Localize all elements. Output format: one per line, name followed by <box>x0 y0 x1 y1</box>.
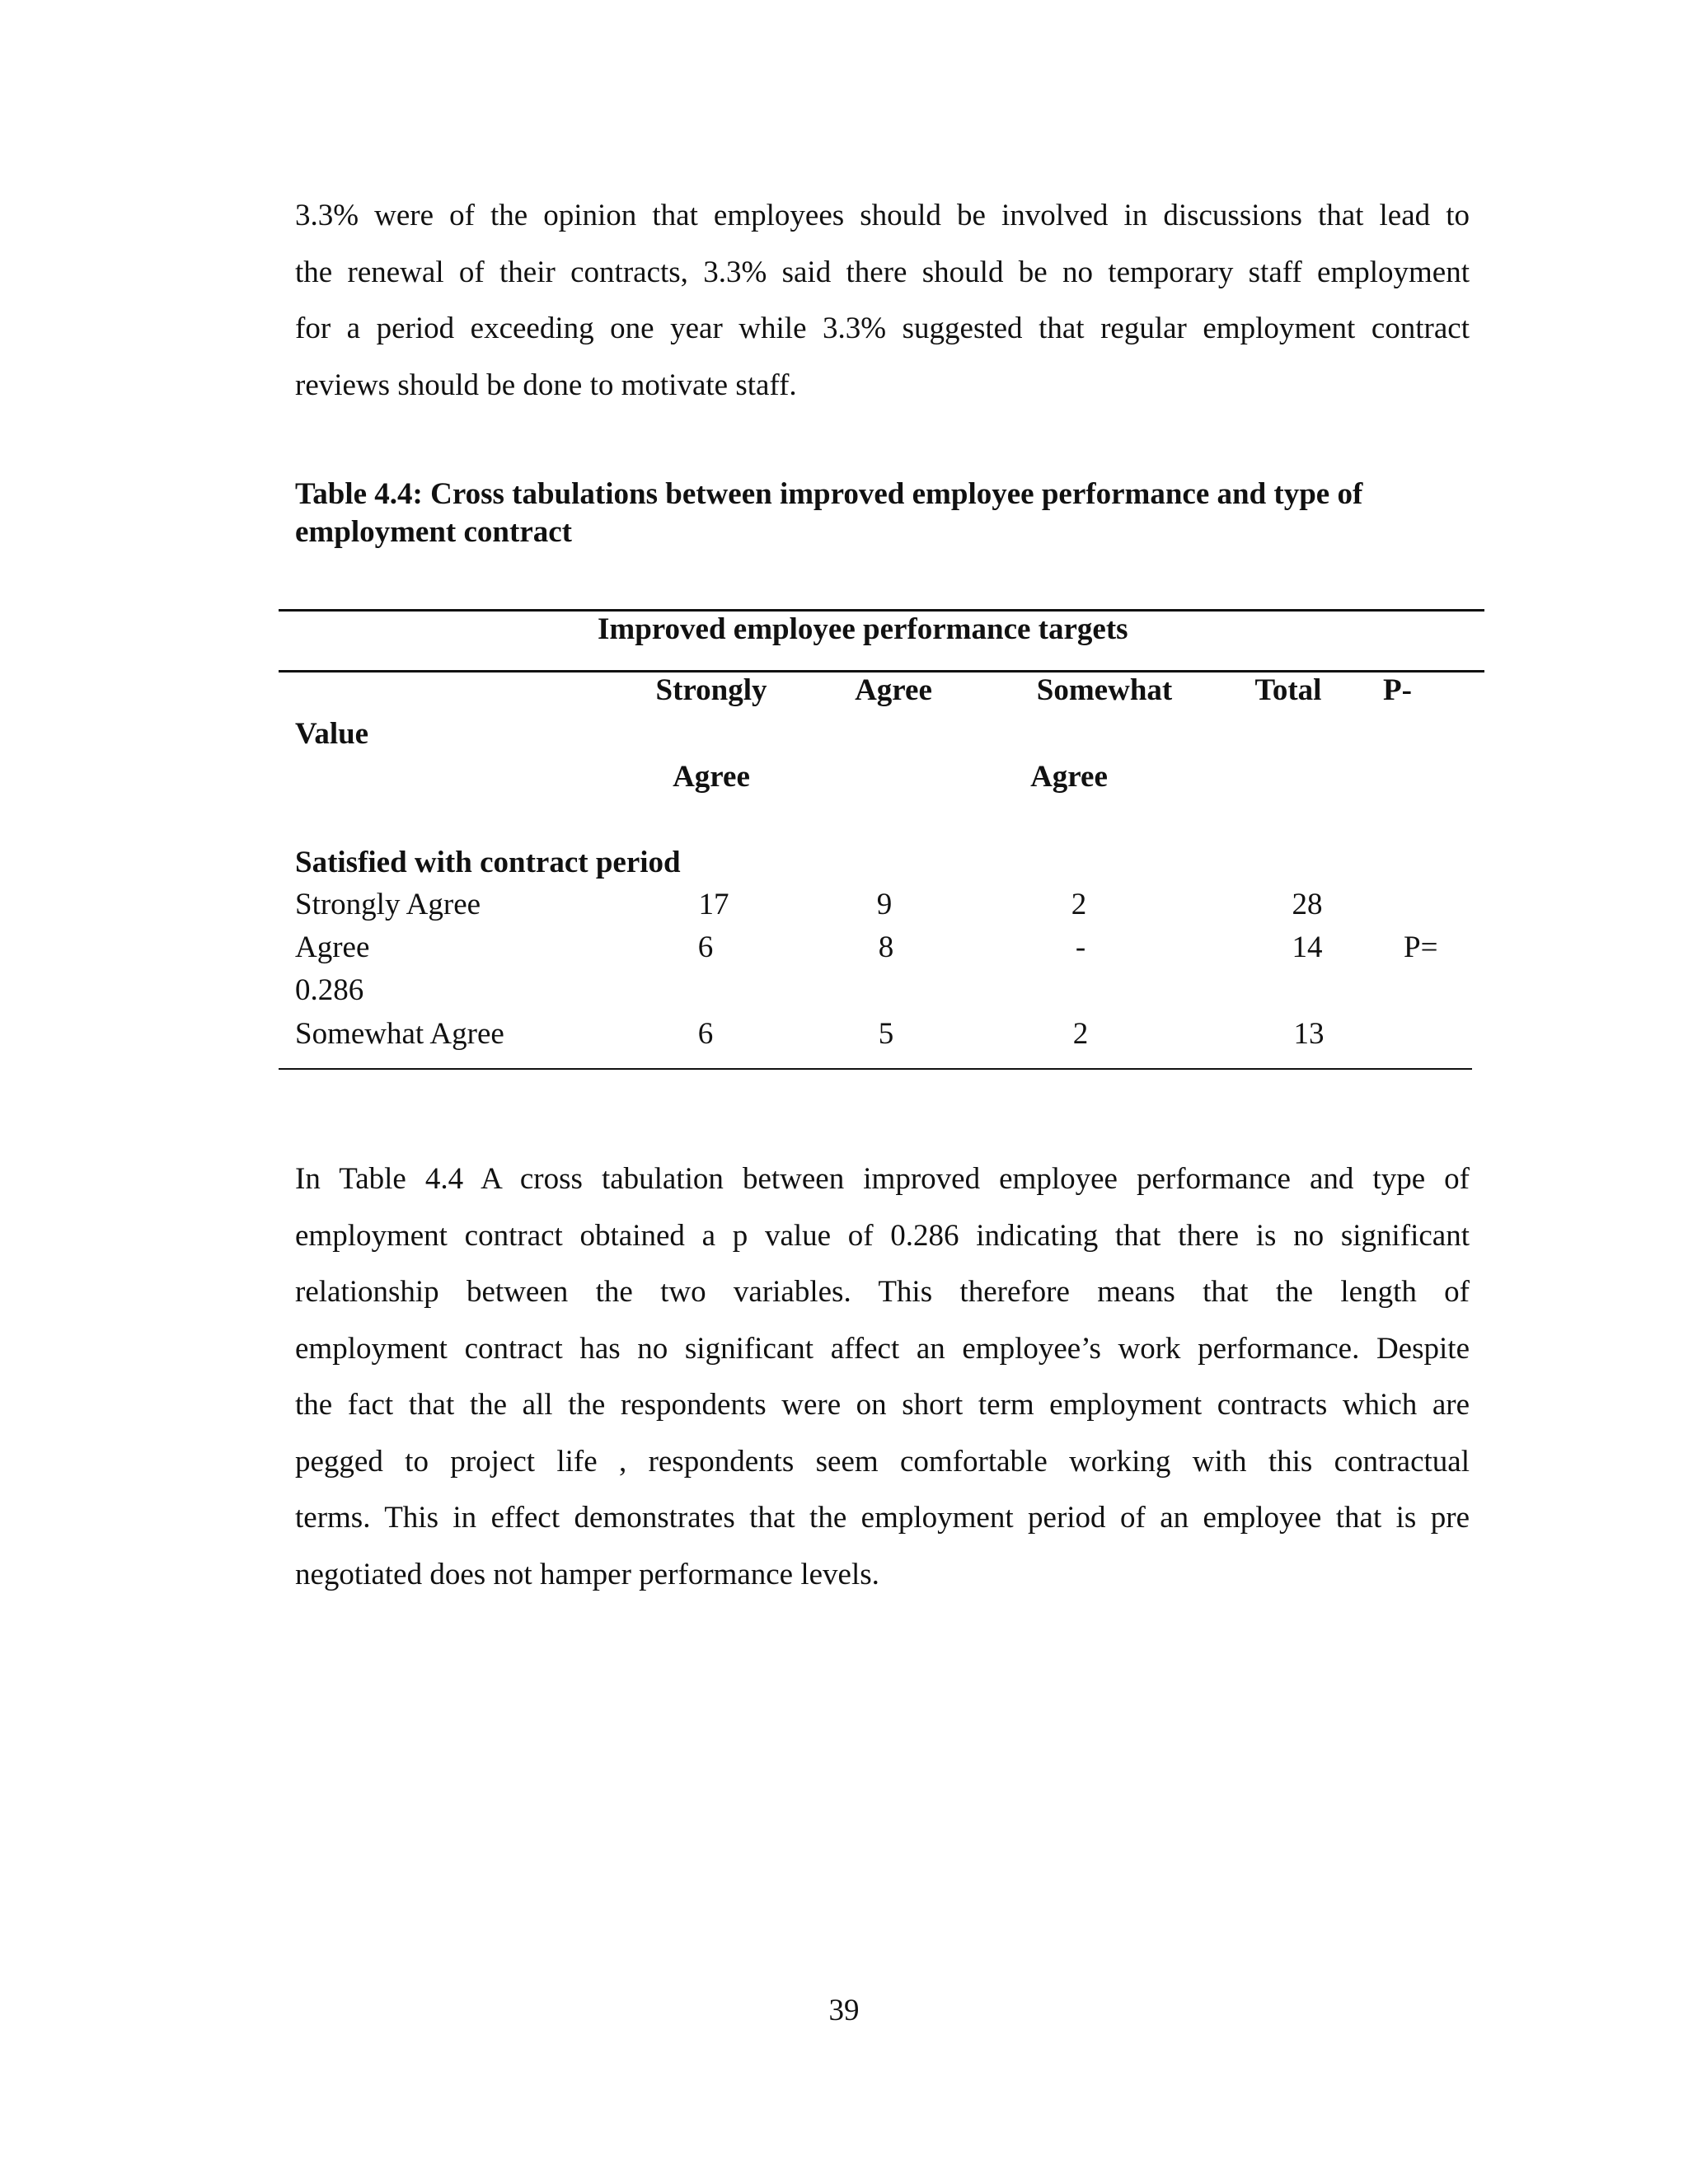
row-label: Strongly Agree <box>295 888 481 921</box>
intro-line: for a period exceeding one year while 3.3% suggested that regular employment contract <box>295 312 1470 345</box>
table-caption-line: Table 4.4: Cross tabulations between improved employee performance and type of <box>295 477 1363 511</box>
table-bottom-rule <box>279 1068 1472 1070</box>
discussion-line: In Table 4.4 A cross tabulation between improved employee performance and type of <box>295 1162 1470 1196</box>
table-section-label: Satisfied with contract period <box>295 846 681 879</box>
discussion-line: relationship between the two variables. This therefore means that the length of <box>295 1275 1470 1309</box>
cell-somewhat-agree: 2 <box>1071 888 1087 921</box>
cell-total: 13 <box>1293 1017 1325 1051</box>
cell-agree: 8 <box>878 930 894 964</box>
intro-line: 3.3% were of the opinion that employees should be involved in discussions that lead to <box>295 199 1470 232</box>
page-number: 39 <box>828 1994 860 2027</box>
cell-total: 28 <box>1292 888 1323 921</box>
cell-agree: 5 <box>878 1017 894 1051</box>
cell-strongly-agree: 17 <box>698 888 729 921</box>
table-group-header: Improved employee performance targets <box>598 612 1128 646</box>
cell-strongly-agree: 6 <box>697 1017 714 1051</box>
intro-line: reviews should be done to motivate staff. <box>295 368 797 402</box>
intro-line: the renewal of their contracts, 3.3% said there should be no temporary staff employment <box>295 255 1470 289</box>
cell-agree: 9 <box>876 888 893 921</box>
cell-strongly-agree: 6 <box>697 930 714 964</box>
cell-total: 14 <box>1292 930 1323 964</box>
discussion-paragraph <box>295 1151 1470 1603</box>
col-header-somewhat-agree-2: Agree <box>1030 760 1108 794</box>
row-label: Somewhat Agree <box>295 1017 504 1051</box>
col-header-p-value-2: Value <box>295 717 369 751</box>
cell-somewhat-agree: - <box>1075 930 1086 964</box>
intro-paragraph <box>295 188 1470 414</box>
row-label: Agree <box>295 930 370 964</box>
col-header-p-value: P- <box>1383 673 1412 707</box>
discussion-line: the fact that the all the respondents were on short term employment contracts which are <box>295 1388 1470 1422</box>
discussion-line: negotiated does not hamper performance levels. <box>295 1557 879 1591</box>
col-header-strongly-agree: Strongly <box>655 673 767 707</box>
discussion-line: employment contract has no significant affect an employee’s work performance. Despite <box>295 1331 1470 1366</box>
cell-somewhat-agree: 2 <box>1072 1017 1089 1051</box>
col-header-strongly-agree-2: Agree <box>673 760 750 794</box>
row-label: 0.286 <box>295 973 364 1007</box>
col-header-somewhat-agree: Somewhat <box>1036 673 1173 707</box>
discussion-line: employment contract obtained a p value of 0.286 indicating that there is no significant <box>295 1218 1470 1253</box>
col-header-total: Total <box>1254 673 1322 707</box>
table-caption-line: employment contract <box>295 515 572 549</box>
table-caption <box>295 476 1470 551</box>
discussion-line: pegged to project life , respondents seem comfortable working with this contractual <box>295 1444 1470 1479</box>
discussion-line: terms. This in effect demonstrates that the employment period of an employee that is pre <box>295 1501 1470 1535</box>
cell-p-value: P= <box>1404 930 1438 964</box>
col-header-agree: Agree <box>855 673 932 707</box>
